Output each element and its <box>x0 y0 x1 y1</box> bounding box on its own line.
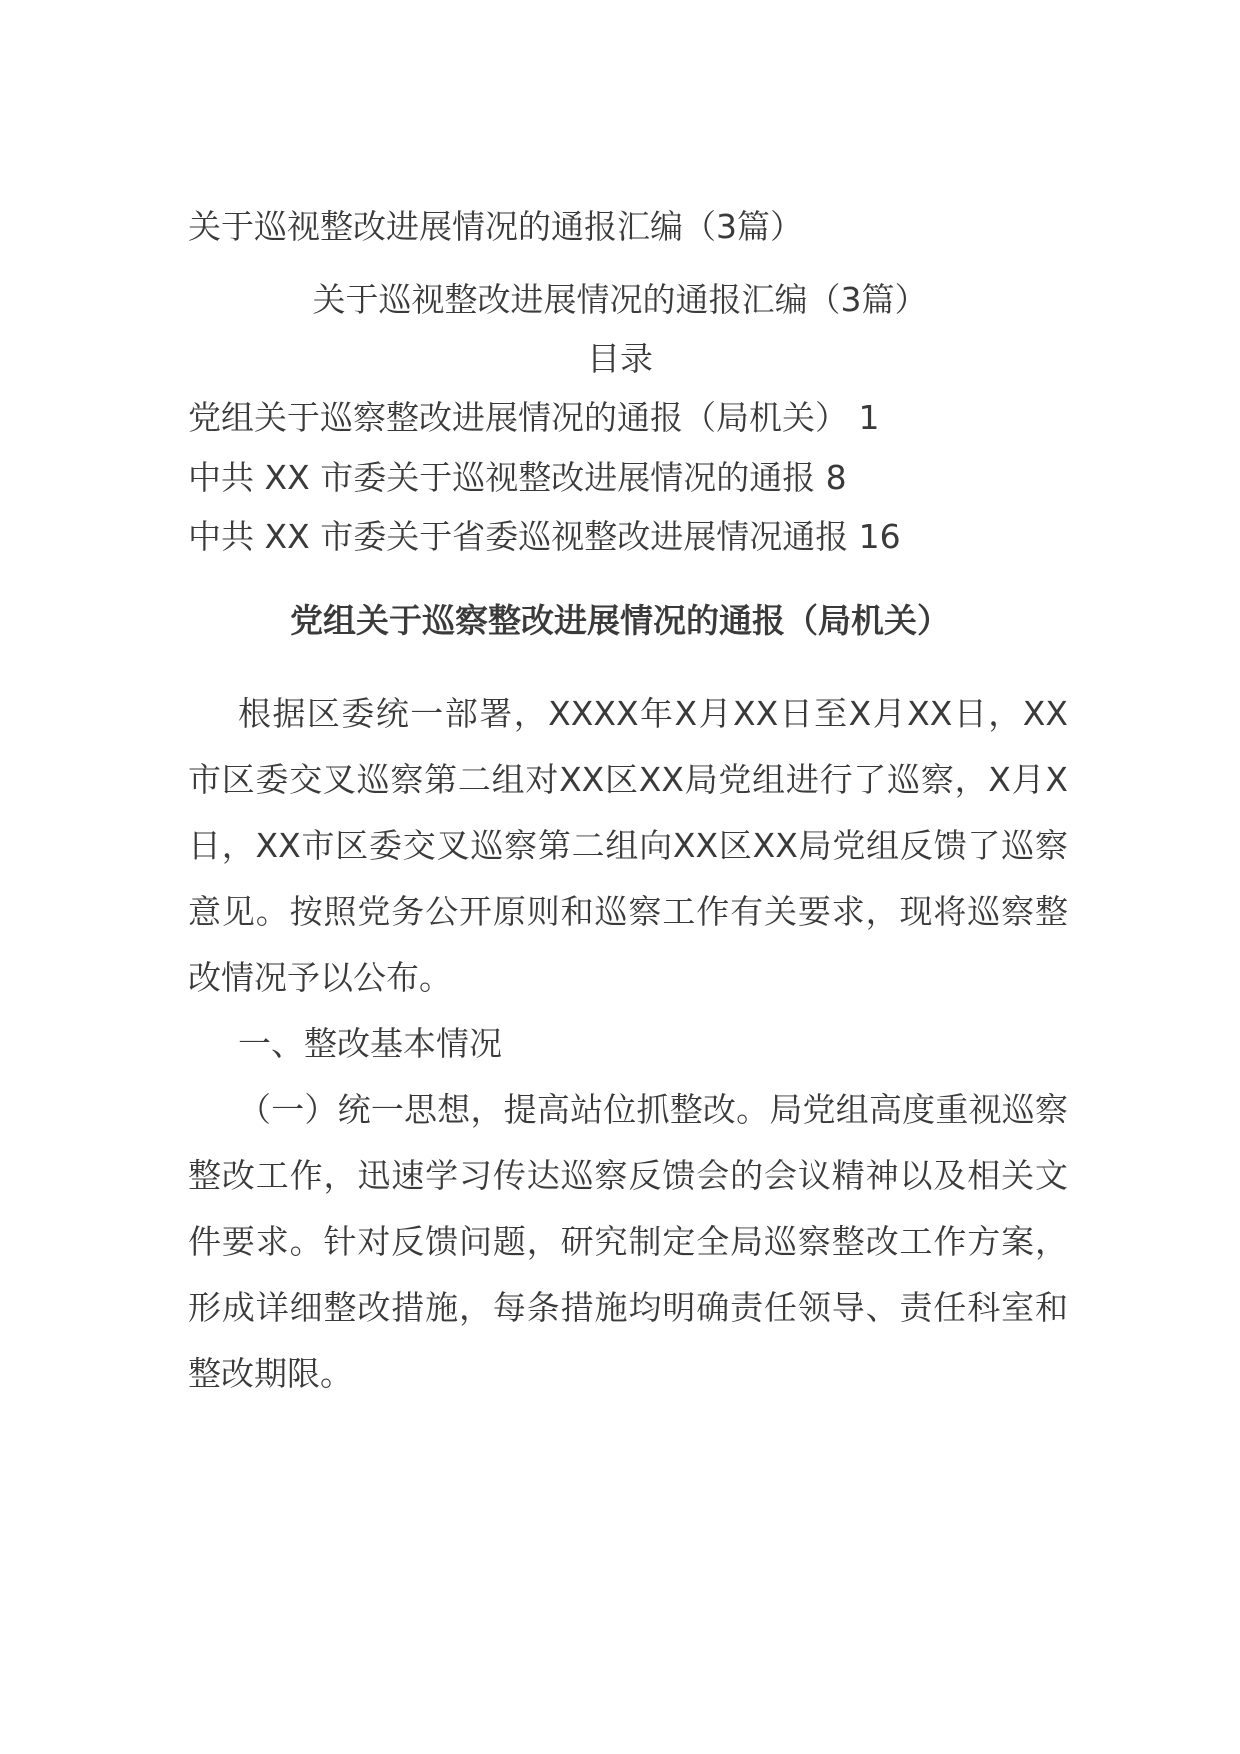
document-title: 关于巡视整改进展情况的通报汇编（3篇） <box>312 280 928 319</box>
paragraph-heading: 一、整改基本情况 <box>238 1024 502 1063</box>
toc-heading: 目录 <box>587 339 653 378</box>
paragraph: （一）统一思想，提高站位抓整改。局党组高度重视巡察整改工作，迅速学习传达巡察反馈会的会议精神以及相关文件要求。针对反馈问题，研究制定全局巡察整改工作方案，形成详细整改措施，每条措施均明确责任领导、责任科室和整改期限。 <box>188 1090 1068 1393</box>
section-title: 党组关于巡察整改进展情况的通报（局机关） <box>290 601 950 640</box>
paragraph: 根据区委统一部署，XXXX年X月XX日至X月XX日，XX市区委交叉巡察第二组对XX区XX局党组进行了巡察，X月X日，XX市区委交叉巡察第二组向XX区XX局党组反馈了巡察意见。按照党务公开原则和巡察工作有关要求，现将巡察整改情况予以公布。 <box>188 694 1068 997</box>
header-line: 关于巡视整改进展情况的通报汇编（3篇） <box>188 207 803 246</box>
body-text <box>188 681 1068 1407</box>
toc-entry[interactable]: 中共 XX 市委关于巡视整改进展情况的通报 8 <box>188 458 847 497</box>
toc-entry[interactable]: 党组关于巡察整改进展情况的通报（局机关） 1 <box>188 398 880 437</box>
toc-entry[interactable]: 中共 XX 市委关于省委巡视整改进展情况通报 16 <box>188 517 901 556</box>
